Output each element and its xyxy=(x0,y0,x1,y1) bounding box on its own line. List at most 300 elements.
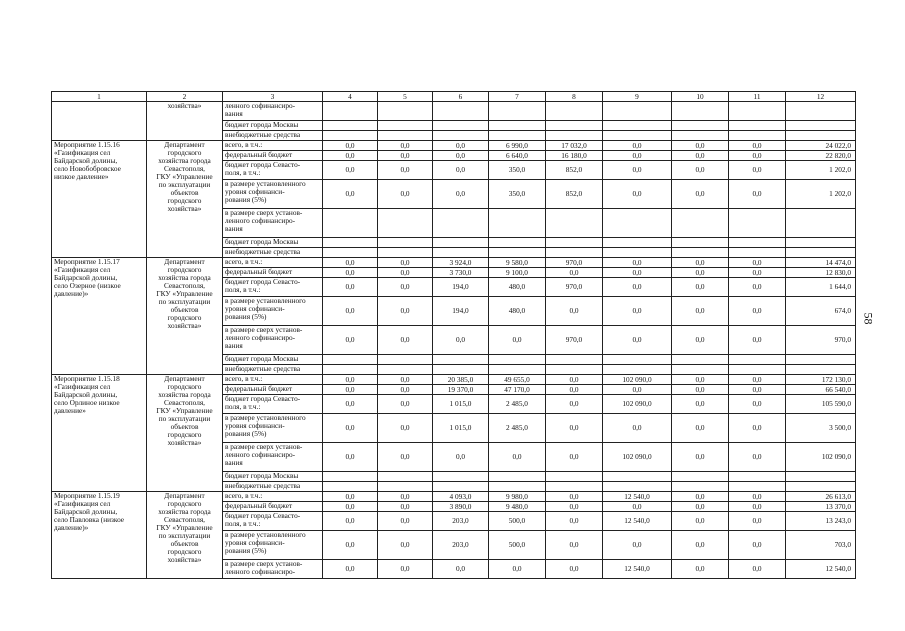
value-cell: 12 540,0 xyxy=(603,560,672,579)
value-cell: 0,0 xyxy=(323,512,378,531)
value-cell xyxy=(433,355,489,365)
value-cell xyxy=(433,102,489,121)
value-cell xyxy=(672,355,729,365)
value-cell: 203,0 xyxy=(433,531,489,560)
value-cell xyxy=(323,238,378,248)
value-cell xyxy=(729,238,786,248)
value-cell xyxy=(378,355,433,365)
value-cell xyxy=(603,209,672,238)
funding-source-label: внебюджетные средства xyxy=(223,365,323,375)
column-header: 4 xyxy=(323,92,378,102)
funding-source-label: бюджет города Севасто- поля, в т.ч.: xyxy=(223,161,323,180)
funding-source-label: бюджет города Севасто- поля, в т.ч.: xyxy=(223,512,323,531)
value-cell: 0,0 xyxy=(729,512,786,531)
value-cell: 0,0 xyxy=(672,161,729,180)
value-cell: 0,0 xyxy=(323,161,378,180)
value-cell xyxy=(378,102,433,121)
value-cell: 0,0 xyxy=(729,414,786,443)
value-cell: 0,0 xyxy=(323,180,378,209)
value-cell xyxy=(786,482,856,492)
value-cell: 1 015,0 xyxy=(433,395,489,414)
value-cell: 0,0 xyxy=(323,414,378,443)
value-cell xyxy=(729,365,786,375)
value-cell xyxy=(378,131,433,141)
value-cell: 3 500,0 xyxy=(786,414,856,443)
column-header: 1 xyxy=(52,92,147,102)
value-cell: 0,0 xyxy=(546,395,603,414)
value-cell: 350,0 xyxy=(489,180,546,209)
executor-cell: Департамент городского хозяйства города Севастополя, ГКУ «Управление по эксплуатации объектов городского хозяйства» xyxy=(147,375,223,492)
value-cell: 0,0 xyxy=(603,326,672,355)
value-cell xyxy=(378,121,433,131)
table-row xyxy=(52,141,856,151)
value-cell: 0,0 xyxy=(672,297,729,326)
executor-cell: Департамент городского хозяйства города Севастополя, ГКУ «Управление по эксплуатации объектов городского хозяйства» xyxy=(147,141,223,258)
value-cell xyxy=(786,131,856,141)
value-cell: 1 202,0 xyxy=(786,180,856,209)
funding-source-label: федеральный бюджет xyxy=(223,268,323,278)
value-cell: 0,0 xyxy=(378,560,433,579)
value-cell: 203,0 xyxy=(433,512,489,531)
value-cell: 0,0 xyxy=(729,385,786,395)
value-cell: 0,0 xyxy=(378,512,433,531)
value-cell: 703,0 xyxy=(786,531,856,560)
value-cell xyxy=(433,482,489,492)
value-cell: 0,0 xyxy=(729,443,786,472)
value-cell: 4 093,0 xyxy=(433,492,489,502)
value-cell xyxy=(378,248,433,258)
value-cell xyxy=(729,248,786,258)
value-cell xyxy=(603,365,672,375)
value-cell: 970,0 xyxy=(546,326,603,355)
value-cell: 970,0 xyxy=(786,326,856,355)
value-cell: 0,0 xyxy=(433,141,489,151)
value-cell: 0,0 xyxy=(672,375,729,385)
value-cell xyxy=(603,102,672,121)
value-cell: 0,0 xyxy=(672,492,729,502)
value-cell: 0,0 xyxy=(672,560,729,579)
value-cell: 0,0 xyxy=(323,278,378,297)
funding-source-label: всего, в т.ч.: xyxy=(223,492,323,502)
value-cell: 0,0 xyxy=(729,268,786,278)
value-cell xyxy=(603,472,672,482)
value-cell: 0,0 xyxy=(433,443,489,472)
value-cell: 66 540,0 xyxy=(786,385,856,395)
value-cell: 0,0 xyxy=(378,141,433,151)
value-cell xyxy=(489,482,546,492)
value-cell xyxy=(323,131,378,141)
value-cell: 0,0 xyxy=(603,161,672,180)
funding-source-label: всего, в т.ч.: xyxy=(223,258,323,268)
measure-name-cell xyxy=(52,102,147,141)
value-cell xyxy=(323,209,378,238)
value-cell: 102 090,0 xyxy=(786,443,856,472)
value-cell: 0,0 xyxy=(323,531,378,560)
value-cell: 0,0 xyxy=(489,326,546,355)
value-cell: 0,0 xyxy=(672,258,729,268)
value-cell: 0,0 xyxy=(323,502,378,512)
value-cell: 0,0 xyxy=(323,385,378,395)
value-cell: 0,0 xyxy=(323,151,378,161)
funding-source-label: в размере установленного уровня софинанси- рования (5%) xyxy=(223,180,323,209)
value-cell: 0,0 xyxy=(546,512,603,531)
value-cell xyxy=(546,355,603,365)
value-cell xyxy=(603,248,672,258)
budget-table xyxy=(51,91,856,579)
value-cell: 0,0 xyxy=(433,151,489,161)
value-cell: 0,0 xyxy=(603,180,672,209)
value-cell xyxy=(729,131,786,141)
value-cell: 0,0 xyxy=(378,502,433,512)
column-header: 3 xyxy=(223,92,323,102)
value-cell: 6 640,0 xyxy=(489,151,546,161)
value-cell: 2 485,0 xyxy=(489,414,546,443)
value-cell xyxy=(672,121,729,131)
value-cell: 0,0 xyxy=(603,297,672,326)
funding-source-label: федеральный бюджет xyxy=(223,502,323,512)
value-cell: 0,0 xyxy=(729,375,786,385)
value-cell: 0,0 xyxy=(433,560,489,579)
funding-source-label: в размере установленного уровня софинанси- рования (5%) xyxy=(223,297,323,326)
value-cell xyxy=(323,365,378,375)
value-cell xyxy=(489,102,546,121)
value-cell xyxy=(546,209,603,238)
value-cell: 0,0 xyxy=(603,502,672,512)
value-cell: 0,0 xyxy=(323,326,378,355)
value-cell: 500,0 xyxy=(489,512,546,531)
value-cell: 0,0 xyxy=(433,161,489,180)
value-cell: 19 370,0 xyxy=(433,385,489,395)
funding-source-label: в размере установленного уровня софинанси- рования (5%) xyxy=(223,414,323,443)
value-cell xyxy=(433,248,489,258)
value-cell: 102 090,0 xyxy=(603,395,672,414)
value-cell: 0,0 xyxy=(729,278,786,297)
value-cell: 0,0 xyxy=(546,560,603,579)
value-cell xyxy=(786,365,856,375)
value-cell: 17 032,0 xyxy=(546,141,603,151)
value-cell: 13 370,0 xyxy=(786,502,856,512)
value-cell: 14 474,0 xyxy=(786,258,856,268)
value-cell: 9 100,0 xyxy=(489,268,546,278)
value-cell: 0,0 xyxy=(603,278,672,297)
column-header: 11 xyxy=(729,92,786,102)
value-cell: 0,0 xyxy=(729,560,786,579)
value-cell xyxy=(786,102,856,121)
value-cell xyxy=(546,482,603,492)
value-cell: 0,0 xyxy=(433,180,489,209)
value-cell: 0,0 xyxy=(378,443,433,472)
value-cell: 0,0 xyxy=(672,141,729,151)
value-cell xyxy=(546,365,603,375)
value-cell: 0,0 xyxy=(323,492,378,502)
value-cell: 3 730,0 xyxy=(433,268,489,278)
funding-source-label: всего, в т.ч.: xyxy=(223,141,323,151)
table-row xyxy=(52,375,856,385)
measure-name-cell: Мероприятие 1.15.19 «Газификация сел Байдарской долины, село Павловка (низкое давление)» xyxy=(52,492,147,579)
value-cell: 24 022,0 xyxy=(786,141,856,151)
value-cell xyxy=(672,209,729,238)
funding-source-label: бюджет города Севасто- поля, в т.ч.: xyxy=(223,278,323,297)
value-cell xyxy=(489,472,546,482)
value-cell xyxy=(323,472,378,482)
value-cell: 674,0 xyxy=(786,297,856,326)
value-cell xyxy=(603,482,672,492)
value-cell: 0,0 xyxy=(672,278,729,297)
column-header: 6 xyxy=(433,92,489,102)
value-cell xyxy=(672,365,729,375)
value-cell: 0,0 xyxy=(378,258,433,268)
value-cell xyxy=(433,131,489,141)
value-cell: 0,0 xyxy=(672,180,729,209)
value-cell xyxy=(786,355,856,365)
value-cell xyxy=(786,248,856,258)
value-cell xyxy=(786,209,856,238)
value-cell: 0,0 xyxy=(323,258,378,268)
column-header: 9 xyxy=(603,92,672,102)
value-cell xyxy=(489,209,546,238)
value-cell: 0,0 xyxy=(546,531,603,560)
value-cell: 194,0 xyxy=(433,297,489,326)
value-cell xyxy=(672,482,729,492)
value-cell: 0,0 xyxy=(378,385,433,395)
value-cell: 0,0 xyxy=(546,375,603,385)
value-cell: 0,0 xyxy=(378,395,433,414)
value-cell xyxy=(603,131,672,141)
value-cell xyxy=(729,102,786,121)
value-cell: 0,0 xyxy=(378,180,433,209)
value-cell xyxy=(603,121,672,131)
value-cell xyxy=(672,131,729,141)
funding-source-label: бюджет города Москвы xyxy=(223,355,323,365)
value-cell: 2 485,0 xyxy=(489,395,546,414)
value-cell xyxy=(378,365,433,375)
value-cell xyxy=(672,102,729,121)
value-cell xyxy=(489,121,546,131)
value-cell: 0,0 xyxy=(323,443,378,472)
value-cell xyxy=(378,472,433,482)
value-cell: 102 090,0 xyxy=(603,443,672,472)
value-cell xyxy=(546,102,603,121)
value-cell: 852,0 xyxy=(546,180,603,209)
value-cell: 0,0 xyxy=(603,385,672,395)
value-cell: 0,0 xyxy=(378,326,433,355)
value-cell: 1 015,0 xyxy=(433,414,489,443)
value-cell: 0,0 xyxy=(672,326,729,355)
header-row xyxy=(52,92,856,102)
value-cell: 47 170,0 xyxy=(489,385,546,395)
value-cell: 172 130,0 xyxy=(786,375,856,385)
value-cell xyxy=(603,238,672,248)
value-cell: 49 655,0 xyxy=(489,375,546,385)
value-cell xyxy=(433,365,489,375)
funding-source-label: внебюджетные средства xyxy=(223,131,323,141)
value-cell xyxy=(603,355,672,365)
column-header: 7 xyxy=(489,92,546,102)
value-cell xyxy=(786,238,856,248)
value-cell: 0,0 xyxy=(546,502,603,512)
value-cell xyxy=(489,248,546,258)
value-cell xyxy=(489,238,546,248)
value-cell xyxy=(672,238,729,248)
column-header: 2 xyxy=(147,92,223,102)
table-row xyxy=(52,492,856,502)
funding-source-label: в размере установленного уровня софинанси- рования (5%) xyxy=(223,531,323,560)
value-cell xyxy=(433,209,489,238)
value-cell: 0,0 xyxy=(672,531,729,560)
value-cell: 12 830,0 xyxy=(786,268,856,278)
value-cell xyxy=(729,482,786,492)
measure-name-cell: Мероприятие 1.15.16 «Газификация сел Байдарской долины, село Новобобровское низкое давление» xyxy=(52,141,147,258)
value-cell: 13 243,0 xyxy=(786,512,856,531)
value-cell: 0,0 xyxy=(546,385,603,395)
value-cell: 0,0 xyxy=(323,297,378,326)
value-cell: 0,0 xyxy=(729,492,786,502)
value-cell: 0,0 xyxy=(433,326,489,355)
value-cell xyxy=(378,209,433,238)
value-cell: 105 590,0 xyxy=(786,395,856,414)
value-cell: 970,0 xyxy=(546,278,603,297)
value-cell xyxy=(546,248,603,258)
value-cell: 0,0 xyxy=(672,385,729,395)
funding-source-label: ленного софинансиро- вания xyxy=(223,102,323,121)
value-cell xyxy=(433,238,489,248)
value-cell: 0,0 xyxy=(323,141,378,151)
value-cell: 0,0 xyxy=(323,268,378,278)
funding-source-label: бюджет города Севасто- поля, в т.ч.: xyxy=(223,395,323,414)
value-cell: 0,0 xyxy=(603,151,672,161)
value-cell xyxy=(433,121,489,131)
value-cell xyxy=(323,121,378,131)
value-cell: 0,0 xyxy=(378,151,433,161)
value-cell: 0,0 xyxy=(603,531,672,560)
value-cell xyxy=(786,472,856,482)
funding-source-label: бюджет города Москвы xyxy=(223,238,323,248)
funding-source-label: внебюджетные средства xyxy=(223,248,323,258)
value-cell xyxy=(323,248,378,258)
value-cell xyxy=(489,131,546,141)
executor-cell: Департамент городского хозяйства города Севастополя, ГКУ «Управление по эксплуатации объектов городского хозяйства» xyxy=(147,258,223,375)
value-cell: 0,0 xyxy=(603,258,672,268)
value-cell: 3 924,0 xyxy=(433,258,489,268)
value-cell xyxy=(546,121,603,131)
value-cell xyxy=(786,121,856,131)
value-cell xyxy=(546,131,603,141)
column-header: 12 xyxy=(786,92,856,102)
value-cell: 6 990,0 xyxy=(489,141,546,151)
value-cell: 26 613,0 xyxy=(786,492,856,502)
value-cell xyxy=(672,248,729,258)
value-cell: 0,0 xyxy=(729,151,786,161)
value-cell: 1 202,0 xyxy=(786,161,856,180)
value-cell: 0,0 xyxy=(546,492,603,502)
funding-source-label: федеральный бюджет xyxy=(223,151,323,161)
value-cell xyxy=(546,238,603,248)
value-cell: 0,0 xyxy=(546,268,603,278)
value-cell: 0,0 xyxy=(672,395,729,414)
value-cell: 0,0 xyxy=(729,531,786,560)
column-header: 10 xyxy=(672,92,729,102)
value-cell: 0,0 xyxy=(603,414,672,443)
value-cell xyxy=(378,482,433,492)
value-cell: 22 820,0 xyxy=(786,151,856,161)
value-cell xyxy=(546,472,603,482)
value-cell xyxy=(433,472,489,482)
value-cell: 0,0 xyxy=(378,414,433,443)
value-cell: 0,0 xyxy=(489,560,546,579)
value-cell: 350,0 xyxy=(489,161,546,180)
value-cell: 480,0 xyxy=(489,297,546,326)
value-cell: 0,0 xyxy=(729,297,786,326)
page-number: 58 xyxy=(861,312,876,325)
column-header: 8 xyxy=(546,92,603,102)
value-cell: 0,0 xyxy=(378,268,433,278)
value-cell: 12 540,0 xyxy=(786,560,856,579)
value-cell: 3 890,0 xyxy=(433,502,489,512)
measure-name-cell: Мероприятие 1.15.17 «Газификация сел Байдарской долины, село Озерное (низкое давление)» xyxy=(52,258,147,375)
funding-source-label: в размере сверх установ- ленного софинансиро- вания xyxy=(223,209,323,238)
value-cell: 480,0 xyxy=(489,278,546,297)
value-cell: 0,0 xyxy=(729,502,786,512)
value-cell: 852,0 xyxy=(546,161,603,180)
value-cell xyxy=(489,355,546,365)
value-cell: 1 644,0 xyxy=(786,278,856,297)
value-cell: 20 385,0 xyxy=(433,375,489,385)
funding-source-label: бюджет города Москвы xyxy=(223,121,323,131)
value-cell: 0,0 xyxy=(672,502,729,512)
value-cell xyxy=(729,121,786,131)
value-cell xyxy=(378,238,433,248)
value-cell: 0,0 xyxy=(546,414,603,443)
table-row xyxy=(52,258,856,268)
value-cell: 0,0 xyxy=(378,492,433,502)
column-header: 5 xyxy=(378,92,433,102)
value-cell: 0,0 xyxy=(729,161,786,180)
value-cell xyxy=(323,102,378,121)
funding-source-label: в размере сверх установ- ленного софинансиро- вания xyxy=(223,443,323,472)
value-cell: 0,0 xyxy=(729,180,786,209)
funding-source-label: в размере сверх установ- ленного софинансиро- вания xyxy=(223,326,323,355)
value-cell xyxy=(672,472,729,482)
value-cell: 9 980,0 xyxy=(489,492,546,502)
value-cell: 0,0 xyxy=(672,151,729,161)
value-cell: 0,0 xyxy=(729,258,786,268)
value-cell: 9 580,0 xyxy=(489,258,546,268)
value-cell: 0,0 xyxy=(378,278,433,297)
value-cell xyxy=(489,365,546,375)
value-cell: 0,0 xyxy=(672,443,729,472)
value-cell: 0,0 xyxy=(378,161,433,180)
value-cell: 9 480,0 xyxy=(489,502,546,512)
funding-source-label: бюджет города Москвы xyxy=(223,472,323,482)
funding-source-label: федеральный бюджет xyxy=(223,385,323,395)
value-cell: 12 540,0 xyxy=(603,512,672,531)
value-cell: 0,0 xyxy=(323,375,378,385)
value-cell xyxy=(729,355,786,365)
funding-source-label: всего, в т.ч.: xyxy=(223,375,323,385)
value-cell: 0,0 xyxy=(323,395,378,414)
value-cell: 0,0 xyxy=(546,443,603,472)
value-cell: 0,0 xyxy=(489,443,546,472)
value-cell: 102 090,0 xyxy=(603,375,672,385)
value-cell: 0,0 xyxy=(672,512,729,531)
value-cell: 0,0 xyxy=(378,297,433,326)
value-cell: 0,0 xyxy=(672,414,729,443)
value-cell: 0,0 xyxy=(603,141,672,151)
value-cell: 194,0 xyxy=(433,278,489,297)
funding-source-label: в размере сверх установ- ленного софинансиро- xyxy=(223,560,323,579)
value-cell: 0,0 xyxy=(378,375,433,385)
value-cell: 0,0 xyxy=(323,560,378,579)
